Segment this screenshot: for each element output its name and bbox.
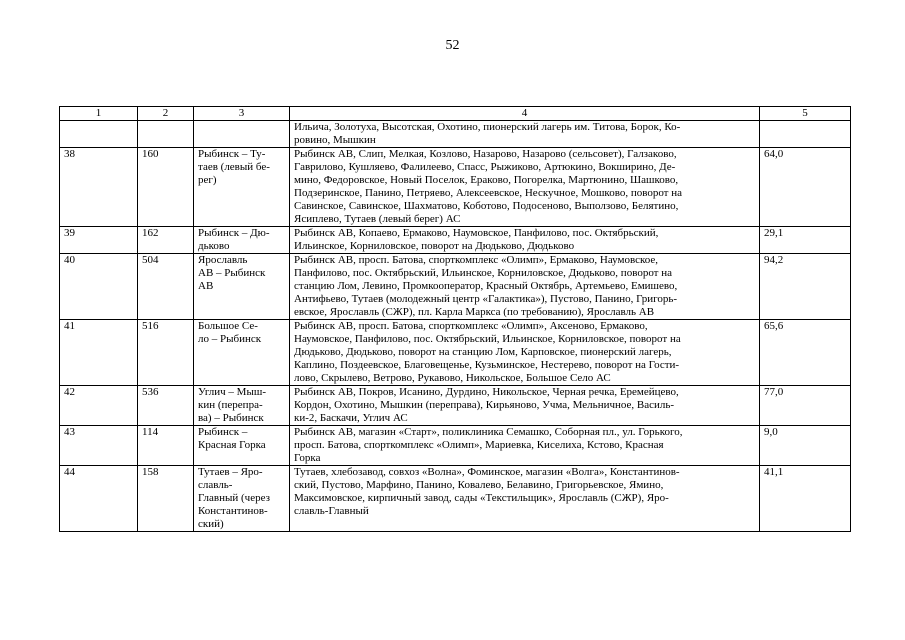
table-row: [60, 386, 851, 426]
route-number-cell: 504: [138, 254, 194, 320]
row-number-cell: 39: [60, 227, 138, 254]
stops-cell: Рыбинск АВ, Копаево, Ермаково, Наумовское, Панфилово, пос. Октябрьский, Ильинское, Корниловское, поворот на Дюдьково, Дюдьково: [290, 227, 760, 254]
row-number-cell: [60, 121, 138, 148]
route-number-cell: [138, 121, 194, 148]
table-row: [60, 227, 851, 254]
route-number-cell: 160: [138, 148, 194, 227]
table-row: [60, 426, 851, 466]
route-number-cell: 114: [138, 426, 194, 466]
route-name-cell: Ярославль АВ – Рыбинск АВ: [194, 254, 290, 320]
table-row: [60, 121, 851, 148]
table-row: [60, 466, 851, 532]
route-name-cell: Большое Се- ло – Рыбинск: [194, 320, 290, 386]
distance-cell: 77,0: [760, 386, 851, 426]
distance-cell: 9,0: [760, 426, 851, 466]
distance-cell: 41,1: [760, 466, 851, 532]
table-row: [60, 320, 851, 386]
route-name-cell: Углич – Мыш- кин (перепра- ва) – Рыбинск: [194, 386, 290, 426]
stops-cell: Рыбинск АВ, Покров, Исанино, Дурдино, Никольское, Черная речка, Еремейцево, Кордон, Охотино, Мышкин (переправа), Кирьяново, Учма, Мельничное, Василь- ки-2, Баскачи, Углич АС: [290, 386, 760, 426]
table-row: [60, 254, 851, 320]
column-header-2: 2: [138, 107, 194, 121]
stops-cell: Рыбинск АВ, магазин «Старт», поликлиника Семашко, Соборная пл., ул. Горького, просп. Батова, спорткомплекс «Олимп», Мариевка, Киселиха, Кстово, Красная Горка: [290, 426, 760, 466]
distance-cell: 94,2: [760, 254, 851, 320]
route-number-cell: 536: [138, 386, 194, 426]
page-number: 52: [445, 38, 460, 53]
routes-table: [59, 106, 851, 532]
route-name-cell: Рыбинск – Ту- таев (левый бе- рег): [194, 148, 290, 227]
route-number-cell: 162: [138, 227, 194, 254]
stops-cell: Тутаев, хлебозавод, совхоз «Волна», Фоминское, магазин «Волга», Константинов- ский, Пустово, Марфино, Панино, Ковалево, Белавино, Григорьевское, Ямино, Максимовское, кирпичный завод, сады «Текстильщик», Ярославль (СЖР), Яро- славль-Главный: [290, 466, 760, 532]
row-number-cell: 40: [60, 254, 138, 320]
route-name-cell: Рыбинск – Красная Горка: [194, 426, 290, 466]
row-number-cell: 44: [60, 466, 138, 532]
stops-cell: Рыбинск АВ, просп. Батова, спорткомплекс «Олимп», Ермаково, Наумовское, Панфилово, пос. Октябрьский, Ильинское, Корниловское, Дюдьково, поворот на станцию Лом, Левино, Промкооператор, Красный Октябрь, Артемьево, Емишево, Антифьево, Тутаев (молодежный центр «Галактика»), Пустово, Панино, Григорь- евское, Ярославль (СЖР), пл. Карла Маркса (по требованию), Ярославль АВ: [290, 254, 760, 320]
route-number-cell: 158: [138, 466, 194, 532]
route-name-cell: Тутаев – Яро- славль- Главный (через Константинов- ский): [194, 466, 290, 532]
distance-cell: 65,6: [760, 320, 851, 386]
distance-cell: 64,0: [760, 148, 851, 227]
distance-cell: [760, 121, 851, 148]
route-number-cell: 516: [138, 320, 194, 386]
table-header-row: [60, 107, 851, 121]
row-number-cell: 41: [60, 320, 138, 386]
column-header-5: 5: [760, 107, 851, 121]
stops-cell: Рыбинск АВ, просп. Батова, спорткомплекс «Олимп», Аксеново, Ермаково, Наумовское, Панфилово, пос. Октябрьский, Ильинское, Корниловское, поворот на Дюдьково, Дюдьково, поворот на станцию Лом, Карповское, пионерский лагерь, Каплино, Поздеевское, Благовещенье, Кузьминское, Нестерево, поворот на Гости- лово, Скрылево, Ветрово, Рукавово, Никольское, Большое Село АС: [290, 320, 760, 386]
route-name-cell: [194, 121, 290, 148]
column-header-3: 3: [194, 107, 290, 121]
row-number-cell: 42: [60, 386, 138, 426]
stops-cell: Рыбинск АВ, Слип, Мелкая, Козлово, Назарово, Назарово (сельсовет), Галзаково, Гаврилово, Кушляево, Фалилеево, Спасс, Рыжиково, Артюкино, Вокширино, Де- мино, Федоровское, Новый Поселок, Ераково, Погорелка, Мартюнино, Шашково, Подзеринское, Панино, Петряево, Алексеевское, Нескучное, Мошково, поворот на Савинское, Савинское, Шахматово, Коботово, Подосеново, Выползово, Белятино, Ясиплево, Тутаев (левый берег) АС: [290, 148, 760, 227]
route-name-cell: Рыбинск – Дю- дьково: [194, 227, 290, 254]
column-header-1: 1: [60, 107, 138, 121]
table-row: [60, 148, 851, 227]
column-header-4: 4: [290, 107, 760, 121]
row-number-cell: 43: [60, 426, 138, 466]
row-number-cell: 38: [60, 148, 138, 227]
stops-cell: Ильича, Золотуха, Высотская, Охотино, пионерский лагерь им. Титова, Борок, Ко- ровино, Мышкин: [290, 121, 760, 148]
distance-cell: 29,1: [760, 227, 851, 254]
